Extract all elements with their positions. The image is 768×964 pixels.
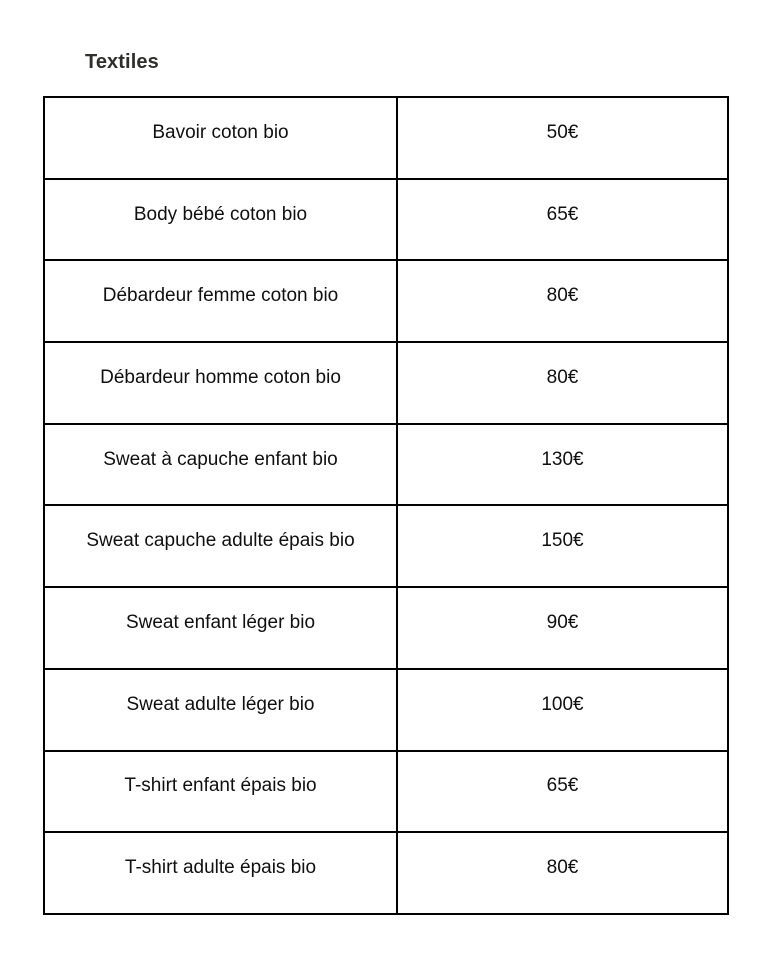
price-value: 65€ bbox=[546, 775, 579, 797]
table-cell-price bbox=[397, 751, 728, 833]
item-label: Bavoir coton bio bbox=[152, 121, 289, 143]
item-label: Débardeur femme coton bio bbox=[102, 285, 339, 307]
item-label: T-shirt adulte épais bio bbox=[124, 857, 317, 879]
table-row bbox=[44, 505, 728, 587]
table-row bbox=[44, 97, 728, 179]
table-cell-item bbox=[44, 424, 397, 506]
item-label: Sweat enfant léger bio bbox=[125, 611, 316, 633]
table-cell-item bbox=[44, 179, 397, 261]
table-row bbox=[44, 342, 728, 424]
price-value: 80€ bbox=[546, 285, 579, 307]
table-cell-item bbox=[44, 342, 397, 424]
table-cell-price bbox=[397, 342, 728, 424]
table-row bbox=[44, 179, 728, 261]
table-cell-price bbox=[397, 832, 728, 914]
item-label: Débardeur homme coton bio bbox=[100, 366, 341, 388]
item-label: Sweat adulte léger bio bbox=[126, 693, 315, 715]
table-cell-item bbox=[44, 669, 397, 751]
price-value: 150€ bbox=[541, 530, 584, 552]
item-label: Sweat capuche adulte épais bio bbox=[86, 530, 355, 552]
table-row bbox=[44, 424, 728, 506]
table-cell-item bbox=[44, 505, 397, 587]
item-label: Sweat à capuche enfant bio bbox=[103, 448, 338, 470]
table-cell-price bbox=[397, 424, 728, 506]
price-value: 50€ bbox=[546, 121, 579, 143]
table-cell-item bbox=[44, 587, 397, 669]
page-title: Textiles bbox=[85, 51, 159, 73]
price-value: 65€ bbox=[546, 203, 579, 225]
table-body bbox=[44, 97, 728, 914]
table-cell-item bbox=[44, 260, 397, 342]
table-cell-price bbox=[397, 505, 728, 587]
table-cell-price bbox=[397, 179, 728, 261]
table-cell-price bbox=[397, 260, 728, 342]
table-cell-item bbox=[44, 751, 397, 833]
table-cell-price bbox=[397, 669, 728, 751]
table-row bbox=[44, 669, 728, 751]
price-value: 130€ bbox=[541, 448, 584, 470]
table-row bbox=[44, 832, 728, 914]
price-value: 80€ bbox=[546, 857, 579, 879]
price-value: 80€ bbox=[546, 366, 579, 388]
price-value: 90€ bbox=[546, 611, 579, 633]
price-value: 100€ bbox=[541, 693, 584, 715]
item-label: T-shirt enfant épais bio bbox=[124, 775, 317, 797]
table-row bbox=[44, 751, 728, 833]
table-row bbox=[44, 587, 728, 669]
table-cell-price bbox=[397, 97, 728, 179]
table-cell-price bbox=[397, 587, 728, 669]
item-label: Body bébé coton bio bbox=[133, 203, 308, 225]
textiles-price-table bbox=[43, 96, 729, 915]
table-row bbox=[44, 260, 728, 342]
table-cell-item bbox=[44, 97, 397, 179]
table-cell-item bbox=[44, 832, 397, 914]
